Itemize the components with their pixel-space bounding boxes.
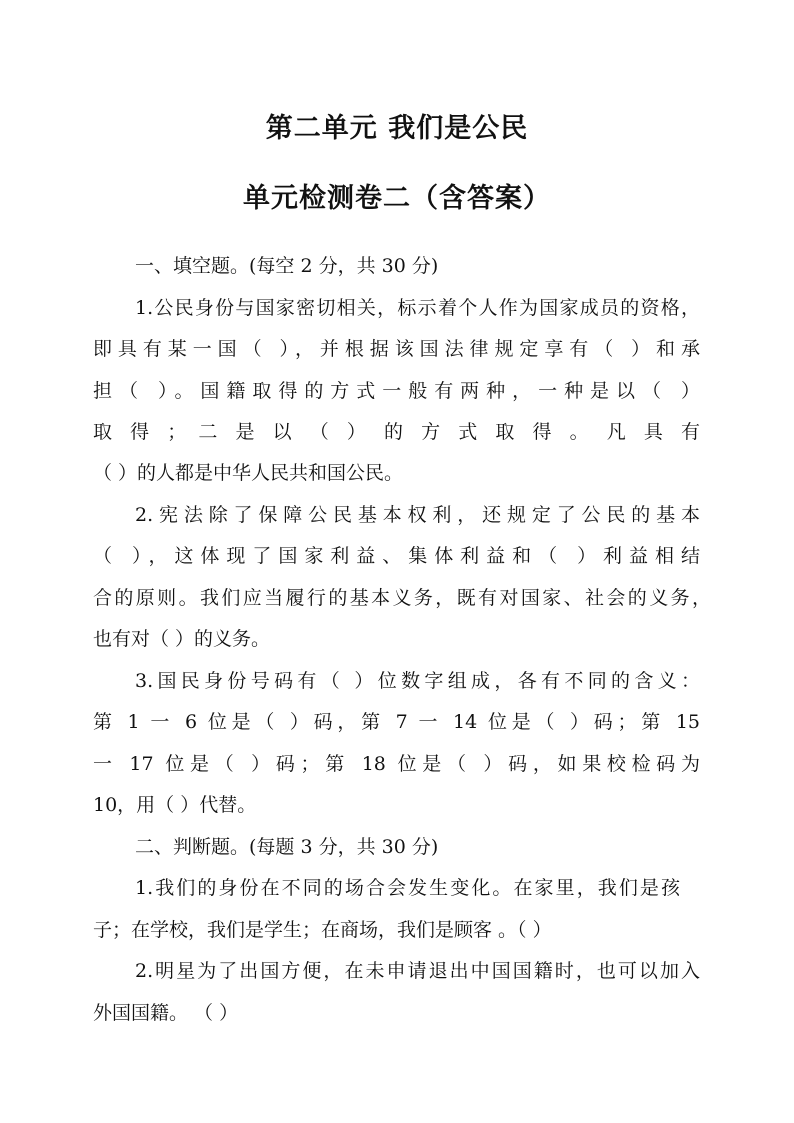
question-text: 3.国民身份号码有（ ）位数字组成，各有不同的含义：: [135, 670, 700, 692]
document-subtitle: 单元检测卷二（含答案）: [243, 183, 551, 214]
question-text: 即具有某一国（ ），并根据该国法律规定享有（ ）和承: [93, 338, 700, 360]
question-text: 外国国籍。 （ ）: [93, 1002, 239, 1024]
question-text: 也有对（ ）的义务。: [93, 628, 271, 650]
question-text: 合的原则。我们应当履行的基本义务，既有对国家、社会的义务，: [93, 587, 711, 609]
question-text: （ ），这体现了国家利益、集体利益和（ ）利益相结: [93, 545, 700, 567]
question-text: 1.公民身份与国家密切相关，标示着个人作为国家成员的资格，: [135, 297, 700, 319]
question-text: 第 1 一 6 位是（ ）码，第 7 一 14 位是（ ）码；第 15: [93, 711, 700, 733]
question-text: 一 17 位是（ ）码；第 18 位是（ ）码，如果校检码为: [93, 753, 700, 775]
question-text: 担（ ）。国籍取得的方式一般有两种，一种是以（ ）: [93, 380, 700, 402]
question-text: 2.宪法除了保障公民基本权利，还规定了公民的基本: [135, 504, 700, 526]
question-text: 2.明星为了出国方便，在未申请退出中国国籍时，也可以加入: [135, 960, 700, 982]
section-heading-true-false: 二、判断题。(每题 3 分，共 30 分): [135, 836, 439, 858]
question-text: 1.我们的身份在不同的场合会发生变化。在家里，我们是孩: [135, 877, 680, 899]
question-text: 子；在学校，我们是学生；在商场，我们是顾客 。（ ）: [93, 919, 552, 941]
document-title: 第二单元 我们是公民: [265, 113, 529, 144]
section-heading-fill-in: 一、填空题。(每空 2 分，共 30 分): [135, 255, 439, 277]
question-text: 10，用（ ）代替。: [93, 794, 257, 816]
question-text: 取 得 ； 二 是 以 （ ） 的 方 式 取 得 。 凡 具 有: [93, 421, 700, 443]
question-text: （ ）的人都是中华人民共和国公民。: [93, 462, 404, 484]
